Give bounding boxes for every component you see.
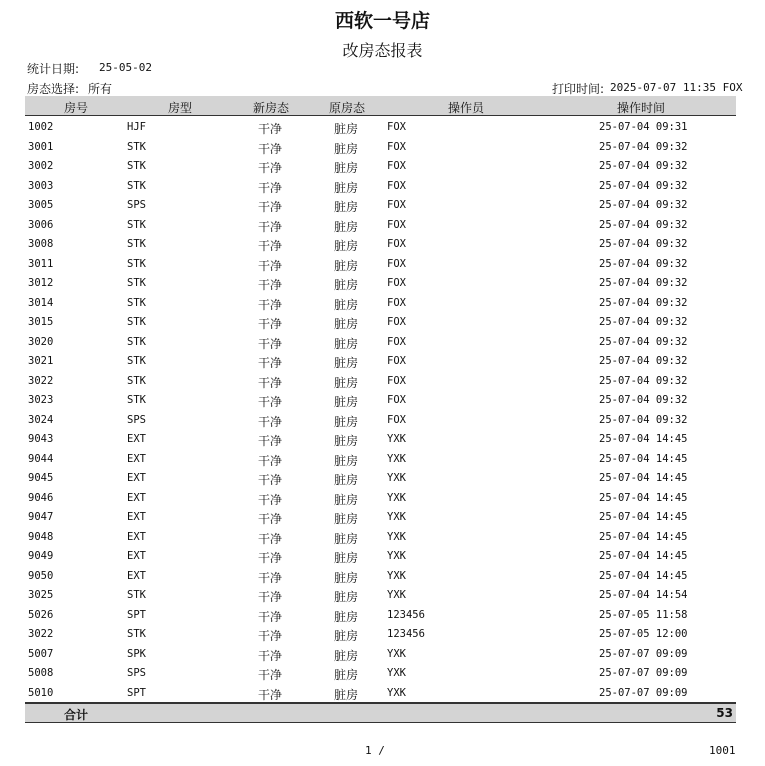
cell-op-time: 25-07-04 09:32 xyxy=(599,218,688,231)
cell-operator: YXK xyxy=(387,433,406,445)
table-row xyxy=(25,567,736,587)
header-op-time: 操作时间 xyxy=(617,101,666,115)
cell-room: 1002 xyxy=(28,121,54,133)
cell-room-type: STK xyxy=(127,257,146,270)
cell-op-time: 25-07-04 09:32 xyxy=(599,394,688,406)
cell-new-status: 干净 xyxy=(258,278,283,292)
total-row xyxy=(25,702,736,723)
cell-room-type: STK xyxy=(127,160,146,172)
cell-room-type: STK xyxy=(127,589,146,601)
cell-op-time: 25-07-04 09:32 xyxy=(599,179,688,192)
cell-op-time: 25-07-04 14:45 xyxy=(599,491,688,504)
cell-op-time: 25-07-04 09:32 xyxy=(599,199,688,211)
cell-room: 9048 xyxy=(28,530,54,543)
cell-operator: FOX xyxy=(387,218,406,231)
cell-room-type: STK xyxy=(127,394,146,406)
date-value: 25-05-02 xyxy=(99,61,152,74)
cell-room: 9047 xyxy=(28,511,54,523)
table-row xyxy=(25,684,736,704)
cell-operator: FOX xyxy=(387,296,406,309)
cell-new-status: 干净 xyxy=(258,219,283,234)
cell-new-status: 干净 xyxy=(258,668,283,682)
header-old-status: 原房态 xyxy=(329,101,366,115)
cell-op-time: 25-07-04 09:32 xyxy=(599,335,688,348)
cell-operator: FOX xyxy=(387,316,406,328)
cell-old-status: 脏房 xyxy=(334,492,359,507)
cell-old-status: 脏房 xyxy=(334,258,359,273)
cell-new-status: 干净 xyxy=(258,200,283,214)
table-row xyxy=(25,196,736,216)
cell-operator: 123456 xyxy=(387,628,425,640)
table-row xyxy=(25,508,736,528)
report-code: 1001 xyxy=(709,744,736,757)
cell-room: 3015 xyxy=(28,316,54,328)
table-row xyxy=(25,625,736,645)
cell-room: 3024 xyxy=(28,413,54,426)
filter-label: 房态选择: xyxy=(27,82,80,96)
cell-room: 3005 xyxy=(28,199,54,211)
cell-room: 5010 xyxy=(28,686,54,699)
cell-operator: FOX xyxy=(387,121,406,133)
cell-room-type: STK xyxy=(127,140,146,153)
cell-room-type: STK xyxy=(127,218,146,231)
cell-old-status: 脏房 xyxy=(334,161,359,175)
cell-new-status: 干净 xyxy=(258,297,283,312)
cell-old-status: 脏房 xyxy=(334,590,359,604)
table-row xyxy=(25,606,736,626)
cell-room: 3003 xyxy=(28,179,54,192)
cell-op-time: 25-07-07 09:09 xyxy=(599,667,688,679)
cell-operator: 123456 xyxy=(387,608,425,621)
cell-old-status: 脏房 xyxy=(334,570,359,585)
cell-room: 3011 xyxy=(28,257,54,270)
cell-operator: FOX xyxy=(387,394,406,406)
cell-room-type: STK xyxy=(127,296,146,309)
cell-operator: YXK xyxy=(387,647,406,660)
cell-room: 3014 xyxy=(28,296,54,309)
cell-operator: YXK xyxy=(387,589,406,601)
table-row xyxy=(25,118,736,138)
cell-operator: YXK xyxy=(387,667,406,679)
table-body xyxy=(25,118,736,703)
cell-room-type: SPT xyxy=(127,608,146,621)
date-label: 统计日期: xyxy=(27,62,80,76)
cell-room-type: STK xyxy=(127,355,146,367)
cell-old-status: 脏房 xyxy=(334,668,359,682)
cell-room: 3008 xyxy=(28,238,54,250)
cell-old-status: 脏房 xyxy=(334,531,359,546)
cell-old-status: 脏房 xyxy=(334,219,359,234)
cell-room-type: EXT xyxy=(127,530,146,543)
cell-old-status: 脏房 xyxy=(334,648,359,663)
table-row xyxy=(25,450,736,470)
cell-operator: FOX xyxy=(387,160,406,172)
header-operator: 操作员 xyxy=(448,101,485,115)
cell-operator: FOX xyxy=(387,335,406,348)
table-row xyxy=(25,586,736,606)
cell-room-type: STK xyxy=(127,335,146,348)
cell-room: 3020 xyxy=(28,335,54,348)
table-row xyxy=(25,664,736,684)
filter-value: 所有 xyxy=(88,82,113,96)
cell-room: 9049 xyxy=(28,550,54,562)
cell-operator: YXK xyxy=(387,452,406,465)
table-row xyxy=(25,157,736,177)
cell-old-status: 脏房 xyxy=(334,336,359,351)
table-row xyxy=(25,138,736,158)
table-row xyxy=(25,430,736,450)
total-value: 53 xyxy=(716,706,733,720)
table-row xyxy=(25,274,736,294)
cell-new-status: 干净 xyxy=(258,161,283,175)
table-row xyxy=(25,352,736,372)
cell-room: 3025 xyxy=(28,589,54,601)
cell-op-time: 25-07-04 09:31 xyxy=(599,121,688,133)
cell-op-time: 25-07-04 09:32 xyxy=(599,316,688,328)
cell-op-time: 25-07-04 14:54 xyxy=(599,589,688,601)
cell-op-time: 25-07-04 09:32 xyxy=(599,413,688,426)
header-room: 房号 xyxy=(64,101,89,115)
cell-old-status: 脏房 xyxy=(334,551,359,565)
cell-room-type: STK xyxy=(127,316,146,328)
cell-old-status: 脏房 xyxy=(334,200,359,214)
cell-op-time: 25-07-04 14:45 xyxy=(599,550,688,562)
cell-room: 3012 xyxy=(28,277,54,289)
table-row xyxy=(25,489,736,509)
cell-room: 3022 xyxy=(28,628,54,640)
cell-room: 5026 xyxy=(28,608,54,621)
table-row xyxy=(25,216,736,236)
cell-room: 3021 xyxy=(28,355,54,367)
cell-old-status: 脏房 xyxy=(334,180,359,195)
cell-op-time: 25-07-04 14:45 xyxy=(599,452,688,465)
cell-new-status: 干净 xyxy=(258,336,283,351)
cell-new-status: 干净 xyxy=(258,531,283,546)
cell-new-status: 干净 xyxy=(258,180,283,195)
page-number: 1 / xyxy=(365,744,385,757)
table-row xyxy=(25,411,736,431)
cell-new-status: 干净 xyxy=(258,551,283,565)
cell-new-status: 干净 xyxy=(258,473,283,487)
print-label: 打印时间: xyxy=(552,82,605,96)
cell-room-type: SPS xyxy=(127,199,146,211)
cell-new-status: 干净 xyxy=(258,629,283,643)
cell-room: 9043 xyxy=(28,433,54,445)
cell-room-type: STK xyxy=(127,238,146,250)
cell-room: 9044 xyxy=(28,452,54,465)
table-row xyxy=(25,547,736,567)
cell-op-time: 25-07-04 09:32 xyxy=(599,160,688,172)
cell-room-type: SPK xyxy=(127,647,146,660)
cell-new-status: 干净 xyxy=(258,492,283,507)
table-row xyxy=(25,391,736,411)
table-row xyxy=(25,313,736,333)
cell-operator: FOX xyxy=(387,238,406,250)
cell-operator: YXK xyxy=(387,569,406,582)
cell-op-time: 25-07-04 09:32 xyxy=(599,257,688,270)
table-row xyxy=(25,645,736,665)
table-row xyxy=(25,469,736,489)
cell-op-time: 25-07-04 09:32 xyxy=(599,355,688,367)
cell-operator: YXK xyxy=(387,472,406,484)
cell-op-time: 25-07-05 11:58 xyxy=(599,608,688,621)
cell-new-status: 干净 xyxy=(258,239,283,253)
cell-new-status: 干净 xyxy=(258,375,283,390)
cell-room-type: EXT xyxy=(127,569,146,582)
header-room-type: 房型 xyxy=(168,101,193,115)
cell-new-status: 干净 xyxy=(258,141,283,156)
cell-operator: FOX xyxy=(387,374,406,387)
cell-new-status: 干净 xyxy=(258,414,283,429)
cell-new-status: 干净 xyxy=(258,317,283,331)
cell-op-time: 25-07-07 09:09 xyxy=(599,686,688,699)
cell-room-type: STK xyxy=(127,628,146,640)
cell-old-status: 脏房 xyxy=(334,141,359,156)
cell-old-status: 脏房 xyxy=(334,414,359,429)
cell-room: 3006 xyxy=(28,218,54,231)
cell-new-status: 干净 xyxy=(258,122,283,136)
table-header xyxy=(25,96,736,116)
report-title: 改房态报表 xyxy=(342,41,423,60)
cell-old-status: 脏房 xyxy=(334,395,359,409)
cell-operator: FOX xyxy=(387,179,406,192)
cell-old-status: 脏房 xyxy=(334,297,359,312)
cell-room: 9045 xyxy=(28,472,54,484)
cell-room-type: SPS xyxy=(127,413,146,426)
cell-new-status: 干净 xyxy=(258,609,283,624)
cell-op-time: 25-07-04 14:45 xyxy=(599,433,688,445)
cell-old-status: 脏房 xyxy=(334,122,359,136)
cell-op-time: 25-07-04 09:32 xyxy=(599,374,688,387)
table-row xyxy=(25,235,736,255)
cell-old-status: 脏房 xyxy=(334,687,359,702)
cell-old-status: 脏房 xyxy=(334,512,359,526)
header-new-status: 新房态 xyxy=(253,101,290,115)
cell-room: 5007 xyxy=(28,647,54,660)
table-row xyxy=(25,372,736,392)
table-row xyxy=(25,333,736,353)
cell-old-status: 脏房 xyxy=(334,609,359,624)
cell-room-type: STK xyxy=(127,179,146,192)
cell-op-time: 25-07-04 09:32 xyxy=(599,140,688,153)
cell-new-status: 干净 xyxy=(258,453,283,468)
cell-room: 5008 xyxy=(28,667,54,679)
cell-room: 3002 xyxy=(28,160,54,172)
cell-room-type: EXT xyxy=(127,550,146,562)
print-value: 2025-07-07 11:35 FOX xyxy=(610,81,743,94)
cell-op-time: 25-07-04 09:32 xyxy=(599,296,688,309)
cell-old-status: 脏房 xyxy=(334,239,359,253)
cell-op-time: 25-07-04 14:45 xyxy=(599,569,688,582)
cell-room-type: STK xyxy=(127,374,146,387)
cell-operator: YXK xyxy=(387,686,406,699)
cell-new-status: 干净 xyxy=(258,590,283,604)
table-row xyxy=(25,255,736,275)
cell-operator: YXK xyxy=(387,550,406,562)
cell-old-status: 脏房 xyxy=(334,375,359,390)
cell-new-status: 干净 xyxy=(258,648,283,663)
cell-room-type: SPT xyxy=(127,686,146,699)
cell-op-time: 25-07-04 14:45 xyxy=(599,511,688,523)
cell-room: 9050 xyxy=(28,569,54,582)
table-row xyxy=(25,528,736,548)
cell-op-time: 25-07-04 14:45 xyxy=(599,472,688,484)
cell-operator: FOX xyxy=(387,199,406,211)
cell-operator: FOX xyxy=(387,257,406,270)
cell-room-type: STK xyxy=(127,277,146,289)
cell-old-status: 脏房 xyxy=(334,473,359,487)
cell-new-status: 干净 xyxy=(258,570,283,585)
cell-new-status: 干净 xyxy=(258,687,283,702)
table-row xyxy=(25,294,736,314)
cell-new-status: 干净 xyxy=(258,512,283,526)
cell-room: 3001 xyxy=(28,140,54,153)
cell-operator: YXK xyxy=(387,511,406,523)
cell-room-type: EXT xyxy=(127,491,146,504)
cell-op-time: 25-07-04 09:32 xyxy=(599,238,688,250)
cell-room-type: SPS xyxy=(127,667,146,679)
hotel-name: 西软一号店 xyxy=(334,10,430,32)
cell-old-status: 脏房 xyxy=(334,629,359,643)
cell-operator: YXK xyxy=(387,491,406,504)
table-row xyxy=(25,177,736,197)
cell-operator: FOX xyxy=(387,413,406,426)
cell-room: 3023 xyxy=(28,394,54,406)
cell-old-status: 脏房 xyxy=(334,434,359,448)
cell-operator: FOX xyxy=(387,277,406,289)
cell-op-time: 25-07-07 09:09 xyxy=(599,647,688,660)
cell-new-status: 干净 xyxy=(258,395,283,409)
cell-room-type: HJF xyxy=(127,121,146,133)
cell-room: 3022 xyxy=(28,374,54,387)
cell-room-type: EXT xyxy=(127,511,146,523)
cell-room: 9046 xyxy=(28,491,54,504)
total-label: 合计 xyxy=(64,708,89,722)
cell-old-status: 脏房 xyxy=(334,453,359,468)
cell-op-time: 25-07-05 12:00 xyxy=(599,628,688,640)
cell-new-status: 干净 xyxy=(258,258,283,273)
cell-new-status: 干净 xyxy=(258,356,283,370)
cell-old-status: 脏房 xyxy=(334,278,359,292)
cell-operator: YXK xyxy=(387,530,406,543)
cell-new-status: 干净 xyxy=(258,434,283,448)
cell-operator: FOX xyxy=(387,355,406,367)
cell-op-time: 25-07-04 14:45 xyxy=(599,530,688,543)
cell-op-time: 25-07-04 09:32 xyxy=(599,277,688,289)
cell-room-type: EXT xyxy=(127,472,146,484)
cell-operator: FOX xyxy=(387,140,406,153)
cell-old-status: 脏房 xyxy=(334,317,359,331)
cell-room-type: EXT xyxy=(127,433,146,445)
cell-room-type: EXT xyxy=(127,452,146,465)
cell-old-status: 脏房 xyxy=(334,356,359,370)
